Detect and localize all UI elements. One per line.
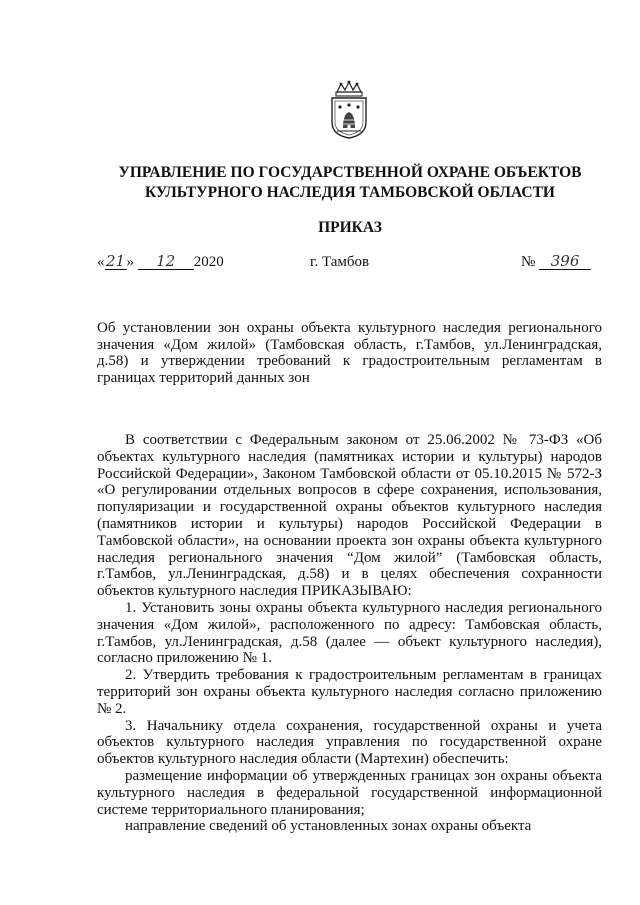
order-date — [97, 254, 224, 271]
document-title: ПРИКАЗ — [318, 219, 382, 236]
order-year: 2020 — [193, 254, 224, 270]
header-line-1: УПРАВЛЕНИЕ ПО ГОСУДАРСТВЕННОЙ ОХРАНЕ ОБЪЕКТОВ — [118, 164, 582, 181]
tambov-coat-of-arms-icon — [327, 80, 371, 140]
order-month: 12 — [138, 254, 194, 270]
header-line-2: КУЛЬТУРНОГО НАСЛЕДИЯ ТАМБОВСКОЙ ОБЛАСТИ — [145, 184, 555, 201]
paragraph-item-3-sub-2: направление сведений об установленных зонах охраны объекта — [125, 818, 532, 835]
order-day: 21 — [105, 252, 126, 270]
issuing-authority-header — [80, 163, 620, 203]
order-city: г. Тамбов — [310, 254, 370, 270]
order-number — [521, 254, 591, 271]
paragraph-item-3: 3. Начальнику отдела сохранения, государственной охраны и учета объектов культурного наследия управления по государственной охране объектов культурного наследия области (Мартехин) обеспечить: — [97, 717, 602, 768]
paragraph-item-2: 2. Утвердить требования к градостроительным регламентам в границах территорий зон охраны объекта культурного наследия согласно приложению № 2. — [97, 667, 602, 717]
quote-open: « — [97, 254, 105, 270]
number-label: № — [521, 254, 536, 270]
order-subject: Об установлении зон охраны объекта культурного наследия регионального значения «Дом жилой» (Тамбовская область, г.Тамбов, ул.Ленинградская, д.58) и утверждении требований к градостроительным регламентам в границах территорий данных зон — [97, 320, 602, 386]
paragraph-preamble: В соответствии с Федеральным законом от 25.06.2002 № 73-ФЗ «Об объектах культурного наследия (памятниках истории и культуры) народов Российской Федерации», Законом Тамбовской области от 05.10.2015 № 572-З «О регулировании отдельных вопросов в сфере сохранения, использования, популяризации и государственной охраны объектов культурного наследия (памятников истории и культуры) народов Российской Федерации в Тамбовской области», на основании проекта зон охраны объекта культурного наследия регионального значения “Дом жилой” (Тамбовская область, г.Тамбов, ул.Ленинградская, д.58) и в целях обеспечения сохранности объектов культурного наследия ПРИКАЗЫВАЮ: — [97, 432, 602, 600]
paragraph-item-3-sub-1: размещение информации об утвержденных границах зон охраны объекта культурного наследия в федеральной государственной информационной системе территориального планирования; — [97, 767, 602, 818]
number-value: 396 — [539, 254, 591, 270]
order-body — [97, 432, 602, 835]
paragraph-item-1: 1. Установить зоны охраны объекта культурного наследия регионального значения «Дом жилой», расположенного по адресу: Тамбовская область, г.Тамбов, ул.Ленинградская, д.58 (далее — объект культурного наследия), согласно приложению № 1. — [97, 599, 602, 667]
quote-close: » — [126, 254, 134, 270]
